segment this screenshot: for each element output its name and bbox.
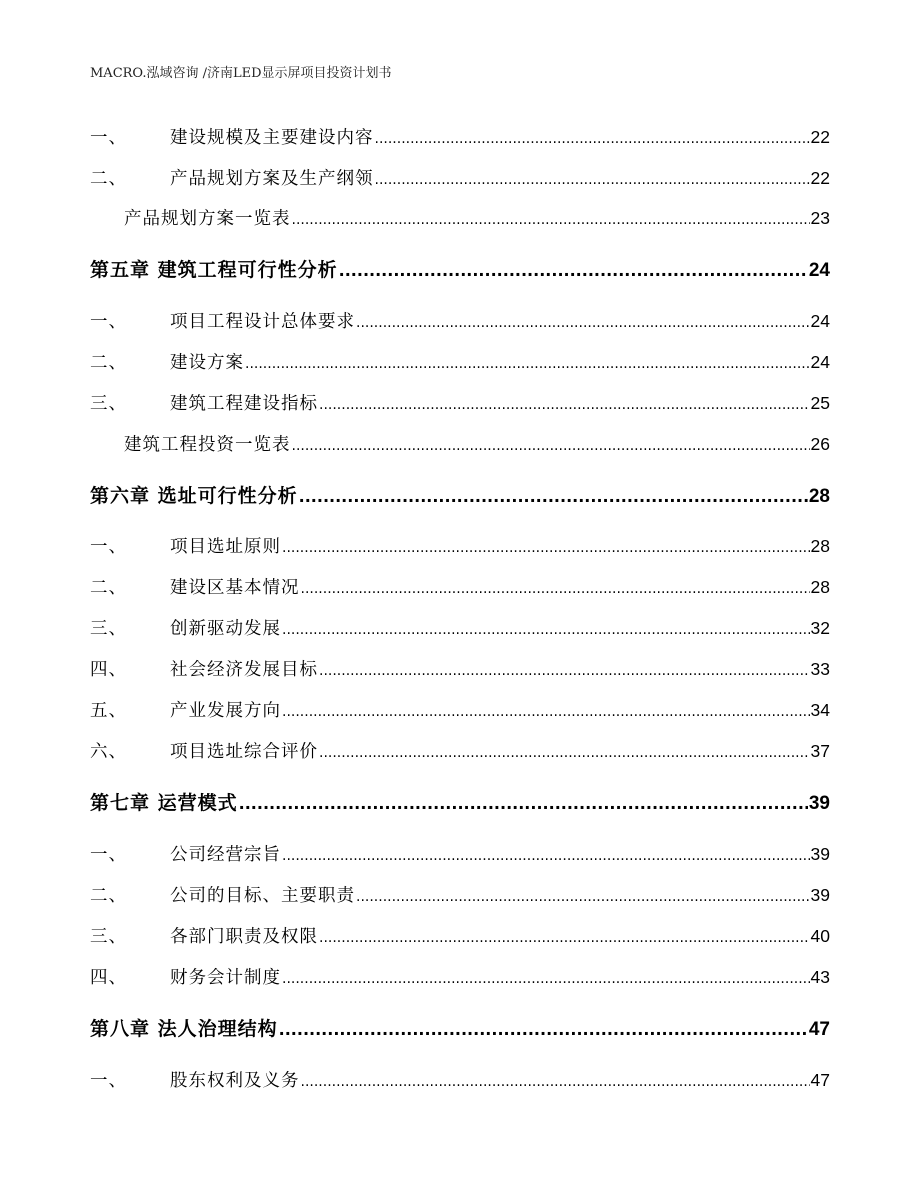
toc-entry-number: 二、	[90, 169, 127, 189]
toc-page-number: 43	[810, 967, 830, 987]
toc-page-number: 34	[810, 700, 830, 720]
toc-entry[interactable]	[90, 923, 830, 947]
toc-entry-number: 五、	[90, 701, 127, 721]
toc-page-number: 26	[810, 434, 830, 454]
toc-entry[interactable]	[90, 841, 830, 865]
toc-entry-label: 项目选址原则	[170, 537, 281, 557]
toc-entry-label: 财务会计制度	[170, 968, 281, 988]
toc-entry[interactable]	[90, 738, 830, 762]
toc-entry-label: 项目工程设计总体要求	[170, 312, 355, 332]
toc-entry-label: 产业发展方向	[170, 701, 281, 721]
toc-entry-label: 建设方案	[170, 353, 244, 373]
toc-chapter-label: 第五章 建筑工程可行性分析	[90, 259, 338, 281]
toc-entry-label: 建设规模及主要建设内容	[170, 128, 374, 148]
toc-entry-label: 社会经济发展目标	[170, 660, 318, 680]
toc-entry-label: 建设区基本情况	[170, 578, 300, 598]
toc-entry-number: 一、	[90, 128, 127, 148]
toc-page-number: 24	[810, 352, 830, 372]
toc-dot-leader	[375, 169, 810, 189]
toc-dot-leader	[239, 792, 808, 814]
toc-page-number: 39	[810, 844, 830, 864]
toc-entry[interactable]	[90, 390, 830, 414]
toc-page-number: 28	[808, 486, 830, 507]
toc-entry[interactable]	[90, 656, 830, 680]
toc-entry-number: 一、	[90, 1071, 127, 1091]
toc-dot-leader	[292, 435, 810, 455]
toc-page-number: 39	[808, 793, 830, 814]
toc-entry-number: 一、	[90, 537, 127, 557]
toc-page-number: 24	[808, 260, 830, 281]
toc-entry-number: 二、	[90, 353, 127, 373]
toc-entry[interactable]	[90, 964, 830, 988]
toc-entry-number: 四、	[90, 968, 127, 988]
toc-entry[interactable]	[90, 349, 830, 373]
toc-chapter-entry[interactable]	[90, 788, 830, 814]
page-header: MACRO.泓域咨询 /济南LED显示屏项目投资计划书	[90, 66, 392, 81]
toc-page-number: 24	[810, 311, 830, 331]
toc-dot-leader	[319, 660, 810, 680]
toc-dot-leader	[282, 845, 810, 865]
toc-page-number: 22	[810, 127, 830, 147]
toc-dot-leader	[282, 619, 810, 639]
toc-page-number: 23	[810, 208, 830, 228]
toc-entry-label: 公司的目标、主要职责	[170, 886, 355, 906]
toc-chapter-label: 第六章 选址可行性分析	[90, 485, 298, 507]
toc-entry-label: 各部门职责及权限	[170, 927, 318, 947]
toc-entry[interactable]	[90, 1067, 830, 1091]
toc-entry-label: 建筑工程投资一览表	[124, 435, 291, 455]
toc-dot-leader	[301, 578, 810, 598]
toc-entry-label: 产品规划方案一览表	[124, 209, 291, 229]
toc-dot-leader	[299, 485, 808, 507]
toc-entry-number: 六、	[90, 742, 127, 762]
toc-chapter-entry[interactable]	[90, 1014, 830, 1040]
toc-dot-leader	[319, 927, 810, 947]
toc-entry[interactable]	[90, 697, 830, 721]
toc-page-number: 47	[808, 1019, 830, 1040]
toc-dot-leader	[245, 353, 810, 373]
toc-dot-leader	[292, 209, 810, 229]
toc-page-number: 40	[810, 926, 830, 946]
toc-page-number: 47	[810, 1070, 830, 1090]
toc-dot-leader	[319, 394, 810, 414]
toc-dot-leader	[339, 259, 808, 281]
toc-entry-number: 三、	[90, 619, 127, 639]
toc-entry-label: 公司经营宗旨	[170, 845, 281, 865]
toc-entry[interactable]	[90, 124, 830, 148]
toc-entry[interactable]	[90, 165, 830, 189]
toc-entry-label: 建筑工程建设指标	[170, 394, 318, 414]
toc-entry-number: 四、	[90, 660, 127, 680]
toc-chapter-entry[interactable]	[90, 255, 830, 281]
toc-entry[interactable]	[90, 431, 830, 455]
toc-entry[interactable]	[90, 882, 830, 906]
toc-page-number: 32	[810, 618, 830, 638]
toc-chapter-entry[interactable]	[90, 481, 830, 507]
toc-dot-leader	[282, 701, 810, 721]
toc-entry-number: 二、	[90, 886, 127, 906]
toc-dot-leader	[301, 1071, 810, 1091]
toc-entry-label: 股东权利及义务	[170, 1071, 300, 1091]
toc-chapter-label: 第七章 运营模式	[90, 792, 238, 814]
toc-entry-number: 三、	[90, 394, 127, 414]
toc-page-number: 25	[810, 393, 830, 413]
toc-entry-number: 二、	[90, 578, 127, 598]
toc-entry-number: 一、	[90, 845, 127, 865]
toc-entry-number: 一、	[90, 312, 127, 332]
toc-dot-leader	[319, 742, 810, 762]
toc-entry[interactable]	[90, 308, 830, 332]
toc-entry[interactable]	[90, 533, 830, 557]
toc-page-number: 37	[810, 741, 830, 761]
toc-dot-leader	[282, 537, 810, 557]
toc-dot-leader	[279, 1018, 808, 1040]
toc-chapter-label: 第八章 法人治理结构	[90, 1018, 278, 1040]
toc-page-number: 22	[810, 168, 830, 188]
toc-page-number: 39	[810, 885, 830, 905]
toc-dot-leader	[356, 312, 810, 332]
toc-entry-label: 创新驱动发展	[170, 619, 281, 639]
toc-dot-leader	[356, 886, 810, 906]
toc-entry-number: 三、	[90, 927, 127, 947]
toc-entry-label: 产品规划方案及生产纲领	[170, 169, 374, 189]
toc-page-number: 28	[810, 536, 830, 556]
toc-entry[interactable]	[90, 615, 830, 639]
toc-entry[interactable]	[90, 205, 830, 229]
toc-dot-leader	[282, 968, 810, 988]
toc-entry[interactable]	[90, 574, 830, 598]
toc-page-number: 28	[810, 577, 830, 597]
toc-dot-leader	[375, 128, 810, 148]
toc-entry-label: 项目选址综合评价	[170, 742, 318, 762]
toc-page-number: 33	[810, 659, 830, 679]
